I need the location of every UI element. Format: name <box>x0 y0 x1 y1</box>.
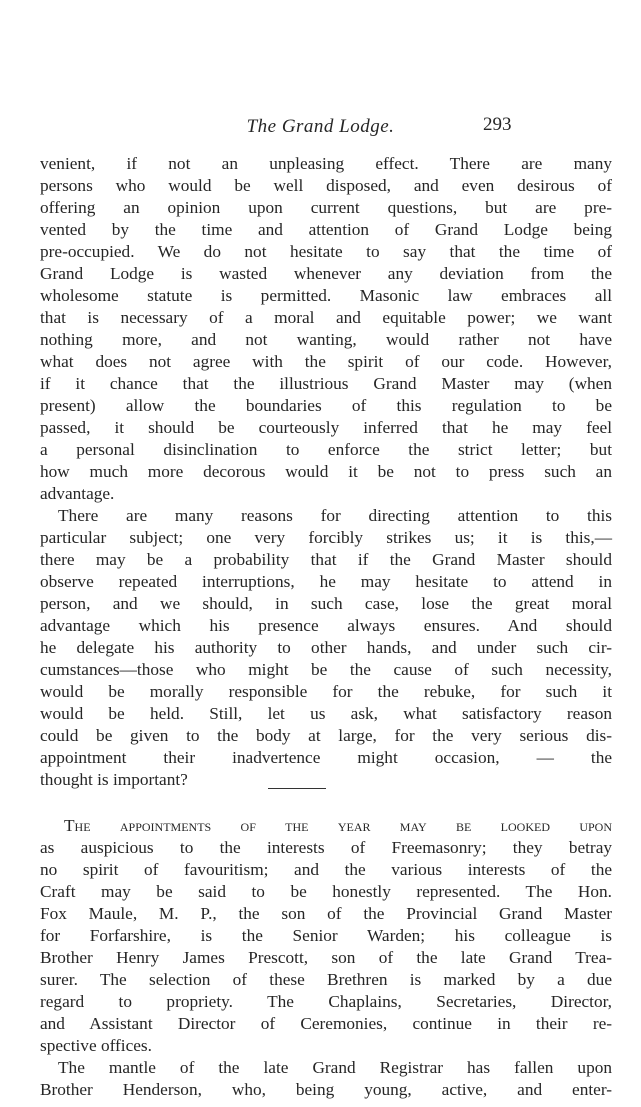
text-line: Craft may be said to be honestly represented. The Hon. <box>40 882 612 901</box>
text-line: vented by the time and attention of Grand Lodge being <box>40 220 612 239</box>
text-line: offering an opinion upon current questions, but are pre- <box>40 198 612 217</box>
text-line: Brother Henderson, who, being young, active, and enter- <box>40 1080 612 1099</box>
text-line: present) allow the boundaries of this regulation to be <box>40 396 612 415</box>
text-line: would be morally responsible for the rebuke, for such it <box>40 682 612 701</box>
section-divider <box>268 788 326 789</box>
text-line: thought is important? <box>40 770 188 789</box>
text-line: that is necessary of a moral and equitable power; we want <box>40 308 612 327</box>
page-number: 293 <box>483 114 512 135</box>
text-line: appointment their inadvertence might occasion, — the <box>40 748 612 767</box>
running-title: The Grand Lodge. <box>246 116 395 137</box>
text-line: pre-occupied. We do not hesitate to say that the time of <box>40 242 612 261</box>
text-line: venient, if not an unpleasing effect. There are many <box>40 154 612 173</box>
text-line: person, and we should, in such case, lose the great moral <box>40 594 612 613</box>
text-line: cumstances—those who might be the cause of such necessity, <box>40 660 612 679</box>
text-line: regard to propriety. The Chaplains, Secretaries, Director, <box>40 992 612 1011</box>
text-line: wholesome statute is permitted. Masonic law embraces all <box>40 286 612 305</box>
text-line: if it chance that the illustrious Grand Master may (when <box>40 374 612 393</box>
text-line: how much more decorous would it be not to press such an <box>40 462 612 481</box>
text-line: as auspicious to the interests of Freemasonry; they betray <box>40 838 612 857</box>
text-line: a personal disinclination to enforce the strict letter; but <box>40 440 612 459</box>
text-line: Grand Lodge is wasted whenever any deviation from the <box>40 264 612 283</box>
text-line: There are many reasons for directing attention to this <box>58 506 612 525</box>
text-line: for Forfarshire, is the Senior Warden; his colleague is <box>40 926 612 945</box>
text-line: advantage which his presence always ensures. And should <box>40 616 612 635</box>
text-line: could be given to the body at large, for the very serious dis- <box>40 726 612 745</box>
text-line: no spirit of favouritism; and the various interests of the <box>40 860 612 879</box>
text-line: passed, it should be courteously inferred that he may feel <box>40 418 612 437</box>
text-line: and Assistant Director of Ceremonies, continue in their re- <box>40 1014 612 1033</box>
text-line: nothing more, and not wanting, would rather not have <box>40 330 612 349</box>
text-line: observe repeated interruptions, he may hesitate to attend in <box>40 572 612 591</box>
text-line: Brother Henry James Prescott, son of the late Grand Trea- <box>40 948 612 967</box>
text-line: what does not agree with the spirit of our code. However, <box>40 352 612 371</box>
text-line: he delegate his authority to other hands, and under such cir- <box>40 638 612 657</box>
text-line: would be held. Still, let us ask, what satisfactory reason <box>40 704 612 723</box>
text-line: Fox Maule, M. P., the son of the Provincial Grand Master <box>40 904 612 923</box>
text-line: surer. The selection of these Brethren is marked by a due <box>40 970 612 989</box>
text-line: advantage. <box>40 484 115 503</box>
text-line: spective offices. <box>40 1036 152 1055</box>
text-line: The appointments of the year may be looked upon <box>64 816 612 835</box>
text-line: persons who would be well disposed, and even desirous of <box>40 176 612 195</box>
text-line: there may be a probability that if the Grand Master should <box>40 550 612 569</box>
text-line: particular subject; one very forcibly strikes us; it is this,— <box>40 528 612 547</box>
text-line: The mantle of the late Grand Registrar has fallen upon <box>58 1058 612 1077</box>
